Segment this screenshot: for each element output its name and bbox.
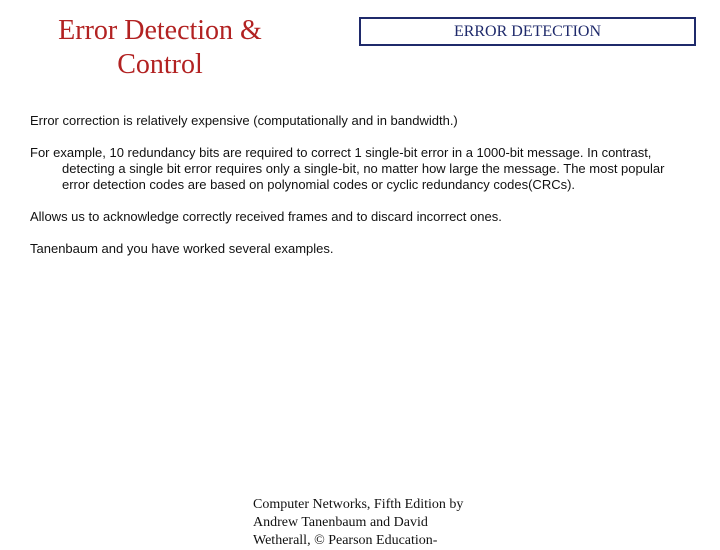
paragraph-error-correction-cost: Error correction is relatively expensive (computationally and in bandwidth.) — [30, 113, 458, 128]
section-label-box: ERROR DETECTION — [359, 17, 696, 46]
paragraph-acknowledge-frames: Allows us to acknowledge correctly received frames and to discard incorrect ones. — [30, 209, 502, 224]
paragraph-redundancy-example: For example, 10 redundancy bits are required to correct 1 single-bit error in a 1000-bit message. In contrast, detecting a single bit error requires only a single-bit, no matter how large the message. The most popular error detection codes are based on polynomial codes or cyclic redundancy codes(CRCs). — [30, 145, 665, 192]
paragraph-tanenbaum-examples: Tanenbaum and you have worked several examples. — [30, 241, 334, 256]
slide-title: Error Detection & Control — [58, 15, 262, 80]
footer-citation: Computer Networks, Fifth Edition by Andrew Tanenbaum and David Wetherall, © Pearson Education- — [253, 497, 464, 548]
slide-body — [30, 113, 695, 273]
